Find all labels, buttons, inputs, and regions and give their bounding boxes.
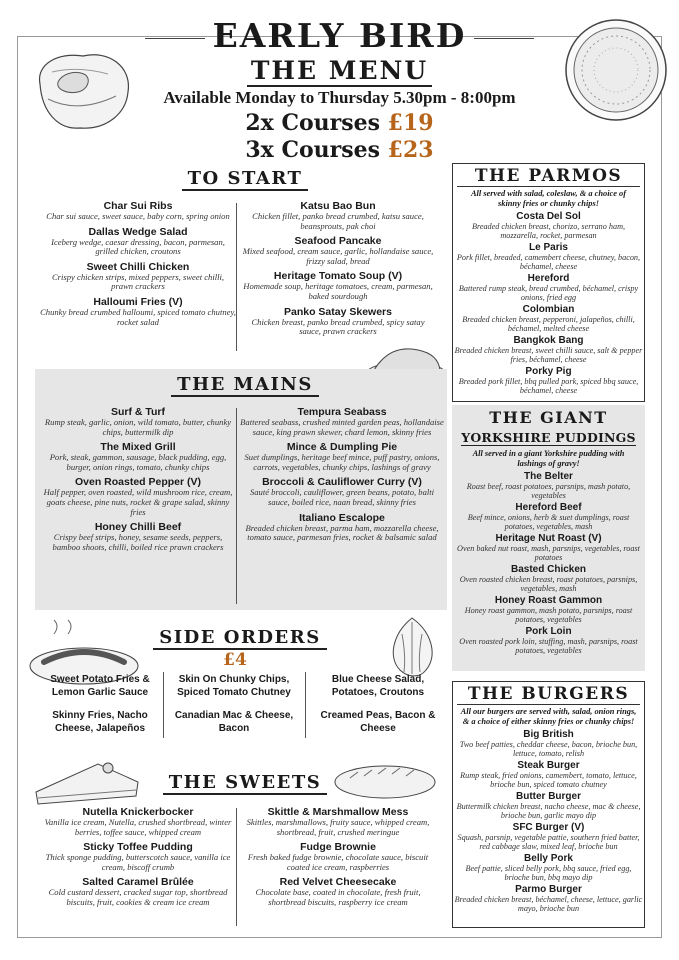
mains-heading: THE MAINS [150, 374, 340, 397]
list-item: Sticky Toffee Pudding Thick sponge pudding, butterscotch sauce, vanilla ice cream, biscoff crumb [45, 841, 231, 872]
course-prices [0, 110, 679, 164]
list-item: The Mixed Grill Pork, steak, gammon, sausage, black pudding, egg, burger, onion rings, tomato, chunky chips [49, 441, 227, 472]
list-item: Salted Caramel Brûlée Cold custard dessert, cracked sugar top, shortbread biscuits, fruit, cookies & cream ice cream [48, 876, 228, 907]
column-divider [236, 808, 237, 926]
list-item: Porky Pig Breaded pork fillet, bbq pulled pork, spiced bbq sauce, béchamel, cheese [458, 366, 639, 395]
list-item: Red Velvet Cheesecake Chocolate base, coated in chocolate, fresh fruit, shortbread biscuits, raspberry ice cream [255, 876, 421, 907]
menu-subtitle [0, 56, 679, 85]
list-item: Dallas Wedge Salad Iceberg wedge, caesar dressing, bacon, parmesan, grilled chicken, croutons [51, 225, 225, 257]
course-price-2: 2x Courses £19 [245, 110, 434, 136]
sides-heading: SIDE ORDERS [140, 627, 340, 650]
yorkshire-intro: All served in a giant Yorkshire pudding with lashings of gravy! [472, 449, 625, 468]
list-item: Skittle & Marshmallow Mess Skittles, marshmallows, fruity sauce, whipped cream, shortbread, fruit, crushed meringue [246, 806, 430, 837]
list-item: Le Paris Pork fillet, breaded, camembert cheese, chutney, bacon, béchamel, cheese [456, 242, 641, 271]
yorkshire-box [452, 405, 645, 671]
burgers-box [452, 681, 645, 928]
column-divider [236, 203, 237, 351]
side-item: Blue Cheese Salad, Potatoes, Croutons [331, 674, 425, 698]
availability-text: Available Monday to Thursday 5.30pm - 8:00pm [163, 88, 516, 107]
list-item: Hereford Battered rump steak, bread crumbed, béchamel, crispy onions, fried egg [458, 273, 639, 302]
list-item: Halloumi Fries (V) Chunky bread crumbed halloumi, spiced tomato chutney, rocket salad [40, 295, 236, 327]
garlic-illustration [380, 610, 444, 682]
list-item: Colombian Breaded chicken breast, pepperoni, jalapeños, chilli, béchamel, melted cheese [462, 304, 635, 333]
list-item: Hereford Beef Beef mince, onions, herb & suet dumplings, roast potatoes, vegetables, mash [467, 502, 630, 531]
side-item: Sweet Potato Fries & Lemon Garlic Sauce [50, 674, 150, 698]
list-item: Bangkok Bang Breaded chicken breast, sweet chilli sauce, salt & pepper fries, béchamel, cheese [454, 335, 643, 364]
list-item: Pork Loin Oven roasted pork loin, stuffing, mash, parsnips, roast potatoes, vegetables [459, 626, 638, 655]
list-item: Basted Chicken Oven roasted chicken breast, roast potatoes, parsnips, vegetables, mash [459, 564, 638, 593]
list-item: Italiano Escalope Breaded chicken breast, parma ham, mozzarella cheese, tomato sauce, parmesan fries, rocket & balsamic salad [245, 511, 439, 543]
parmos-box [452, 163, 645, 402]
burgers-intro: All our burgers are served with, salad, onion rings, & a choice of either skinny fries or chunky chips! [460, 707, 637, 726]
list-item: Sweet Chilli Chicken Crispy chicken strips, mixed peppers, sweet chilli, prawn crackers [51, 260, 225, 292]
divider [474, 38, 534, 39]
list-item: Heritage Nut Roast (V) Oven baked nut roast, mash, parsnips, vegetables, roast potatoes [457, 533, 640, 562]
list-item: SFC Burger (V) Squash, parsnip, vegetable pattie, southern fried batter, red cabbage slaw, mixed leaf, brioche bun [457, 822, 640, 851]
list-item: Broccoli & Cauliflower Curry (V) Sauté broccoli, cauliflower, green beans, potato, balti sauce, boiled rice, naan bread, skinny fries [249, 476, 435, 507]
side-item: Skin On Chunky Chips, Spiced Tomato Chutney [177, 674, 291, 698]
list-item: Honey Roast Gammon Honey roast gammon, mash potato, parsnips, roast potatoes, vegetables [464, 595, 633, 624]
list-item: Steak Burger Rump steak, fried onions, camembert, tomato, lettuce, brioche bun, spiced tomato chutney [460, 760, 637, 789]
page-title [0, 16, 679, 56]
sweets-left [40, 806, 236, 912]
list-item: Oven Roasted Pepper (V) Half pepper, oven roasted, wild mushroom rice, cream, goats cheese, pine nuts, rocket & grape salad, skinny fries [43, 476, 233, 517]
list-item: Tempura Seabass Battered seabass, crushed minted garden peas, hollandaise sauce, king prawn skewer, chard lemon, skinny fries [240, 406, 444, 437]
side-item: Creamed Peas, Bacon & Cheese [320, 710, 436, 734]
list-item: Heritage Tomato Soup (V) Homemade soup, heritage tomatoes, cream, parmesan, baked sourdough [243, 270, 433, 301]
list-item: Char Sui Ribs Char sui sauce, sweet sauce, baby corn, spring onion [46, 200, 230, 221]
sweets-right [240, 806, 436, 912]
list-item: Nutella Knickerbocker Vanilla ice cream, Nutella, crushed shortbread, winter berries, toffee sauce, whipped cream [44, 806, 232, 837]
mains-right [240, 406, 444, 547]
burgers-heading: THE BURGERS [467, 684, 630, 704]
parmos-heading: THE PARMOS [474, 166, 623, 186]
course-price-3: 3x Courses £23 [245, 137, 434, 163]
list-item: Surf & Turf Rump steak, garlic, onion, wild tomato, butter, chunky chips, buttermilk dip [44, 406, 232, 437]
bread-illustration [330, 758, 440, 802]
column-divider [305, 672, 306, 738]
side-item: Skinny Fries, Nacho Cheese, Jalapeños [52, 710, 148, 734]
mains-left [40, 406, 236, 556]
parmos-intro: All served with salad, coleslaw, & a choice of skinny fries or chunky chips! [470, 189, 627, 208]
list-item: Panko Satay Skewers Chicken breast, panko bread crumbed, spicy satay sauce, prawn crackers [251, 305, 425, 337]
divider [145, 38, 205, 39]
column-divider [163, 672, 164, 738]
side-item: Canadian Mac & Cheese, Bacon [174, 710, 294, 734]
to-start-right [240, 200, 436, 341]
list-item: Mince & Dumpling Pie Suet dumplings, heritage beef mince, puff pastry, onions, carrots, vegetables, chunky chips, lashings of gravy [244, 441, 440, 472]
list-item: Fudge Brownie Fresh baked fudge brownie, chocolate sauce, biscuit coated ice cream, raspberries [247, 841, 429, 872]
to-start-heading: TO START [150, 168, 340, 191]
subtitle-text: THE MENU [247, 56, 432, 87]
to-start-left [40, 200, 236, 331]
list-item: Costa Del Sol Breaded chicken breast, chorizo, serrano ham, mozzarella, rocket, parmesan [471, 211, 626, 240]
cheesecake-illustration [28, 752, 144, 810]
yorkshire-heading-2: YORKSHIRE PUDDINGS [461, 430, 636, 445]
list-item: Honey Chilli Beef Crispy beef strips, honey, sesame seeds, peppers, bamboo shoots, chilli, boiled rice prawn crackers [52, 521, 224, 552]
sweets-heading: THE SWEETS [150, 772, 340, 795]
list-item: Butter Burger Buttermilk chicken breast, nacho cheese, mac & cheese, brioche bun, garlic mayo dip [456, 791, 641, 820]
list-item: Big British Two beef patties, cheddar cheese, bacon, brioche bun, lettuce, tomato, relish [459, 729, 638, 758]
list-item: Parmo Burger Breaded chicken breast, béchamel, cheese, lettuce, garlic mayo, brioche bun [454, 884, 643, 913]
list-item: Seafood Pancake Mixed seafood, cream sauce, garlic, hollandaise sauce, frizzy salad, bread [242, 235, 434, 266]
title-text: EARLY BIRD [212, 16, 467, 55]
list-item: Belly Pork Beef pattie, sliced belly pork, bbq sauce, fried egg, brioche bun, bbq mayo dip [465, 853, 632, 882]
yorkshire-heading-1: THE GIANT [489, 408, 608, 427]
list-item: The Belter Roast beef, roast potatoes, parsnips, mash potato, vegetables [466, 471, 631, 500]
sides-price: £4 [223, 650, 247, 670]
list-item: Katsu Bao Bun Chicken fillet, panko bread crumbed, katsu sauce, beansprouts, pak choi [252, 200, 424, 231]
column-divider [236, 408, 237, 604]
